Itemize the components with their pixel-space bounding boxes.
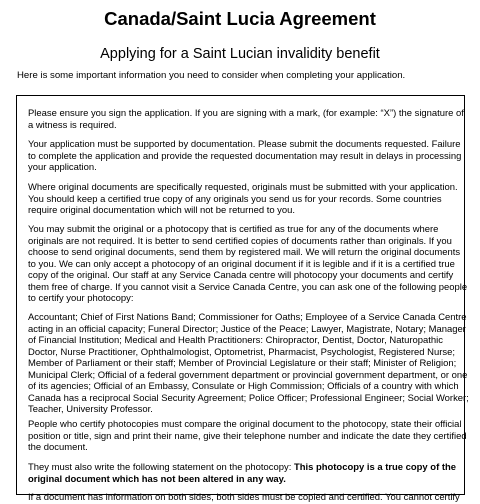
originals-paragraph	[28, 182, 458, 217]
text-line: to you. We can only accept a photocopy of an original document if it is legible and if it is a certified true	[28, 258, 455, 270]
text-line: Accountant; Chief of First Nations Band; Commissioner for Oaths; Employee of a Service Canada Centre	[28, 312, 467, 323]
text-line: of Financial Institution; Medical and Health Practitioners: Chiropractor, Dentist, Doctor, Naturopathic	[28, 335, 443, 346]
text-line: Where original documents are specifically requested, originals must be submitted with your application.	[28, 182, 458, 193]
two-sided-paragraph	[28, 492, 460, 504]
statement-bold-text: This photocopy is a true copy of the	[293, 462, 456, 473]
important-notice-box	[16, 95, 469, 503]
text-line: position or title, sign and print their name, give their telephone number and indicate the date they certified	[28, 430, 467, 442]
document-title: Canada/Saint Lucia Agreement	[104, 8, 376, 29]
text-line: If a document has information on both sides, both sides must be copied and certified. You cannot certify	[28, 492, 460, 503]
documentation-paragraph	[28, 139, 461, 174]
text-line: Doctor, Nurse Practitioner, Ophthalmologist, Optometrist, Pharmacist, Psychologist, Registered Nurse;	[28, 346, 455, 358]
text-line: them free of charge. If you cannot visit a Service Canada Centre, you can ask one of the following people	[28, 281, 468, 293]
text-line	[28, 462, 456, 474]
text-line: Municipal Clerk; Official of a federal government department or provincial government department, or one	[28, 369, 468, 381]
text-line: originals are not required. It is better to send certified copies of documents rather than originals. If you	[28, 235, 452, 247]
text-line: Teacher, University Professor.	[28, 404, 153, 415]
certifiers-list-paragraph	[28, 312, 469, 416]
text-line: choose to send original documents, send them by registered mail. We will return the original documents	[28, 247, 461, 258]
text-line: Canada has a reciprocal Social Security Agreement; Police Officer; Professional Engineer; Social Worker;	[28, 392, 469, 404]
photocopy-paragraph	[28, 224, 467, 305]
text-line: your application.	[28, 162, 97, 173]
statement-intro: They must also write the following statement on the photocopy:	[28, 462, 294, 473]
text-line: a witness is required.	[28, 119, 117, 131]
signature-paragraph	[28, 108, 464, 131]
text-line: Member of Parliament or their staff; Member of Provincial Legislature or their staff; Minister of Religion;	[28, 358, 457, 369]
statement-paragraph	[28, 462, 456, 485]
text-line: People who certify photocopies must compare the original document to the photocopy, state their official	[28, 419, 462, 430]
statement-bold-text: original document which has not been altered in any way.	[28, 473, 286, 485]
text-line: of its agencies; Official of an Embassy, Consulate or High Commission; Officials of a country with which	[28, 381, 459, 392]
text-line: Please ensure you sign the application. If you are signing with a mark, (for example: “X”) the signature of	[28, 108, 464, 119]
text-line: You may submit the original or a photocopy that is certified as true for any of the documents where	[28, 224, 439, 235]
text-line: copy of the original. Our staff at any Service Canada centre will photocopy your documents and certify	[28, 270, 454, 281]
text-line: the document.	[28, 442, 88, 453]
intro-text: Here is some important information you need to consider when completing your application.	[17, 70, 406, 81]
text-line: to complete the application and provide the requested documentation may result in delays in processing	[28, 150, 462, 162]
document-subtitle: Applying for a Saint Lucian invalidity benefit	[100, 46, 380, 62]
certifier-duties-paragraph	[28, 419, 467, 454]
text-line: Your application must be supported by documentation. Please submit the documents requested. Failure	[28, 139, 461, 150]
text-line: You should keep a certified true copy of any originals you send us for your records. Some countries	[28, 193, 442, 205]
text-line: acting in an official capacity; Funeral Director; Justice of the Peace; Lawyer, Magistrate, Notary; Manager	[28, 323, 466, 335]
text-line: to certify your photocopy:	[28, 293, 134, 304]
text-line: require original documentation which will not be returned to you.	[28, 205, 296, 216]
